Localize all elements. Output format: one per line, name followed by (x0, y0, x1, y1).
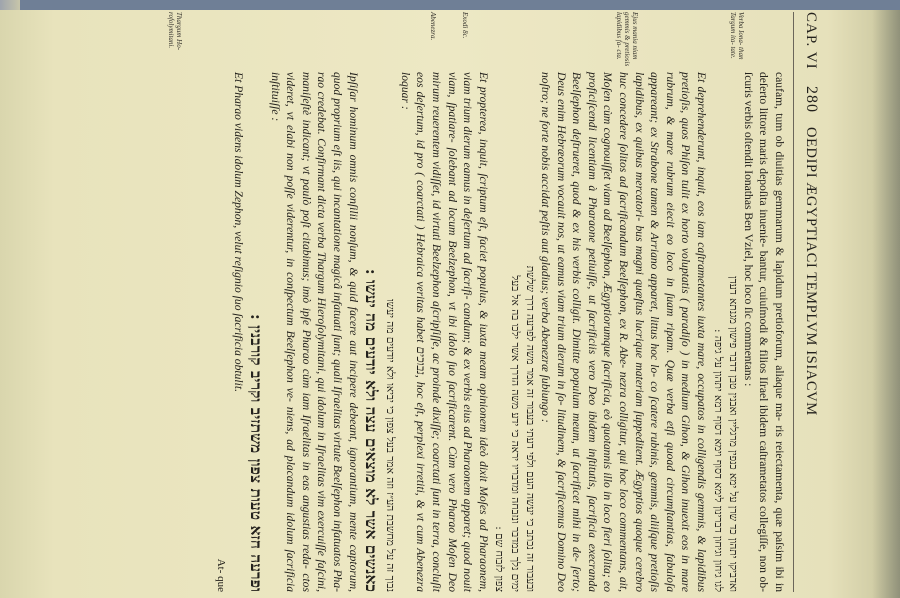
hebrew-line: ופרעה חזא טעות צפון משתזיב וקריב קורבנין : (247, 314, 266, 592)
rotated-page-text (90, 12, 820, 592)
hebrew-line: ואדביקו יתהון כד שרן על ימא כנפין מרגליין ואבנין טבן דדבר פישון מגנתא דעדן (727, 276, 740, 592)
hebrew-line: נבוך זה על מחשבת הע״ז וזה אמר בעל צפון כי יביאו ולא יודעים מה יעשו (384, 299, 397, 592)
paragraph: Ipſiſar hominum omnis conſilii nonſum, & quid facere aut incipere debeant, ignorantium, mente captorum, quod proprium eſt iis, qui incantatione magicâ infatuati ſunt; quali Iſraelitas virtute Beelſephon infatuatos Pha- rao credebat. Confirmant dicta verba Thargum Hieroſolymitani, qui idolum in Iſraelitas vim exercuiſſe faſcini, maniſeſtè indicant; vt paulò poſt citabimus; imò ipſe Pharao cùm iam Iſraelitas in eas angustias reda- ctos videret, vt elabi non poſſe viderentur, in conſpectum Beelſephon ve- niens, ad placandum idolum ſacrificia inſtituiſſe : (268, 72, 360, 592)
running-header (793, 12, 820, 592)
hebrew-line: כאנשים אשר לא מוצאים עצה ולא יודעים מה יעשו : (361, 268, 381, 592)
paragraph: Et deprehenderunt, inquit, eos iam caſtrametantes iuxta mare, occupatos in colligendis gemmis, & lapidibus pretioſis, quos Phiſon tulit ex horto voluptatis ( paradiſo ) in medium Gihon, & Gihon inuexit eos in mare rubrum, & mare rubrum eiecit eo loco in ſuam ripam. Quæ verba etſi quoad circumſtantias, fabuloſa appareant; ex Strabone tamen & Arriano apparet, littus hoc lo- co ſcatere rubinis, gemmis, aliiſque pretioſis lapidibus, ex quibus mercatori- bus magni quæſtus lucrique materiam ſuppeditent. Ægyptios quoque cerebro huc concedere ſolitos ad ſacrificandum Beelſephon, ex R. Abe- nezra colligitur, qui hoc loco commentans, ait, Moſen cùm cognouiſſet viam ad Beelſephon, Ægyptiorumque ſacrificia, eò quotannis illo in loco fieri ſolita; eo proficiſcendi licentiam à Pharaone petiuiſſe, ut ſacrificiis vero Deo ibidem inſtitutis, ſacrificia execranda Beelſephon deſtrueret, quod & ex his verbis colligit. Dimitte populum meum, ut ſacrificet mihi in de- ſerto; Deus enim Hebræorum vocauit nos, ut eamus viam trium dierum in ſo- litudinem, & ſacrificemus Domino Deo noſtro; ne forte nobis accidat peſtis aut gladius; verba Abenezræ ſubiungo : (539, 72, 709, 592)
main-text (213, 72, 787, 592)
hebrew-line: צפון לזבוח שם : (493, 526, 506, 592)
chapter-label: CAP. VI (803, 12, 819, 70)
paragraph: caufam, tum ob diuitias gemmarum & lapidum pretioforum, aliaque ma- ris reiectamenta, quæ paſsim ibi in deſerto littore maris depoſita inuenie- bantur, cuiuſmodi & filios Iſrael ibidem caſtrametatos collegiſſe, non ob- ſcuris verbis oſtendit Ionathas Ben Vziel, hoc loco ſic commentans : (741, 72, 786, 592)
margin-notes (167, 12, 787, 72)
hebrew-line: ובעבור זה נכתב כי יעשה העם ולפי דעתי בעבור זה אמר משה לפרעה דרך שלשת (524, 265, 537, 592)
page-gutter-shadow (872, 10, 900, 598)
paragraph: Et propterea, inquit, ſcriptum eſt, faciet populus, & iuxta meam opinionem ideò dixit Moſes ad Pharaonem, viam trium dierum eamus in deſertum ad ſacrifi- candum; & ex verbis eius ad Pharaonem apparet; quod nouit viam, ſpatiare- ſolebant ad locum Beelzephon, vt ibi idolo ſuo ſacrificarent. Cùm vero Pharao Moſen Deo mirum reuerentem vidiſſet, id virtuti Beelzephon aſcripſiſſe, ac proinde dixiſſe; coarctati ſunt in terra, concluſit eos deſertum, id pro ( coarctati ) Hebraica veritas habet נבוכים, hoc eſt, perplexi irretiti, & vt cum Abenezra loquar : (398, 72, 490, 592)
margin-note: Ejus mania niam gemmis & pretiosis lapidibus fa- cta. (615, 12, 639, 67)
margin-note: Abenezra. (429, 12, 437, 41)
margin-note: Verba Iona- than Targum ita- tate. (729, 12, 745, 60)
page-number: 280 (803, 86, 820, 113)
hebrew-line: ימים נלך במדבר ונזבחה ומדבריו יראה כי ידע משה הדרך אשר ילכו בה אל בעל (508, 275, 521, 592)
margin-note: Thargum Ho- rofolymitani. (167, 12, 183, 51)
running-title: OEDIPI ÆGYPTIACI TEMPLVM ISIACVM (803, 127, 819, 416)
catchword: At- que (215, 558, 228, 592)
page-body (167, 12, 787, 592)
margin-note: Exodi 8c. (461, 12, 469, 39)
paragraph: Et Pharao videns idolum Zephon, velut reſignio ſuo ſacrificia obtulit. (232, 72, 245, 392)
hebrew-line: לגו גיחון וגיחון דברינון לימא דסוף וימא דסוף רמא יתהון על גיפה : (711, 328, 724, 592)
